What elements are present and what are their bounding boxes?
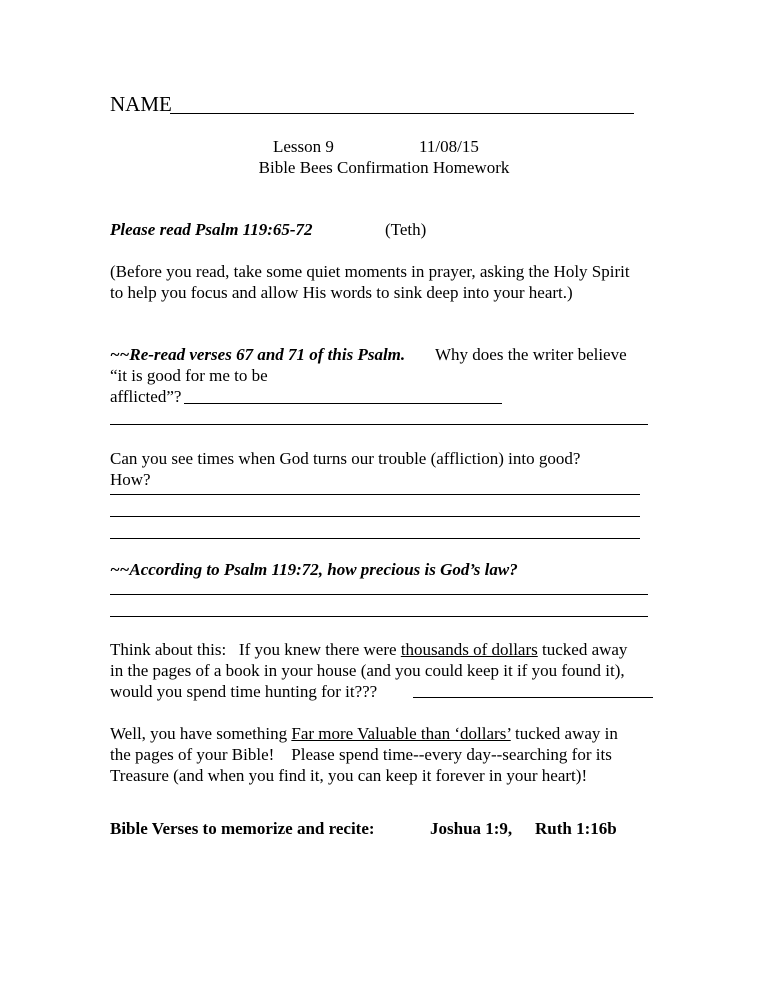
think-line-2: in the pages of a book in your house (and you could keep it if you found it), xyxy=(110,661,625,680)
reading-section: (Teth) xyxy=(385,220,427,239)
memory-verse-1: Joshua 1:9, xyxy=(430,819,513,838)
think-emphasis: thousands of dollars xyxy=(400,640,538,659)
memory-verse-2: Ruth 1:16b xyxy=(535,819,617,838)
question-2-line-2: How? xyxy=(110,470,151,489)
answer-line[interactable] xyxy=(110,538,640,539)
think-text: Think about this: If you knew there were xyxy=(110,640,401,659)
valuable-line-2: the pages of your Bible! Please spend time--every day--searching for its xyxy=(110,745,612,764)
answer-line[interactable] xyxy=(110,516,640,517)
think-text: tucked away xyxy=(537,640,628,659)
question-1-line-2: “it is good for me to be xyxy=(110,366,268,385)
valuable-emphasis: Far more Valuable than ‘dollars’ xyxy=(291,724,511,743)
question-3-prompt: ~~According to Psalm 119:72, how precious is God’s law? xyxy=(110,560,518,579)
valuable-text: Well, you have something xyxy=(110,724,292,743)
question-1-prompt: ~~Re-read verses 67 and 71 of this Psalm. xyxy=(110,345,406,364)
memorize-label: Bible Verses to memorize and recite: xyxy=(110,819,375,838)
name-field[interactable] xyxy=(170,113,634,114)
reading-instruction: Please read Psalm 119:65-72 xyxy=(110,220,313,239)
answer-line[interactable] xyxy=(184,403,502,404)
answer-line[interactable] xyxy=(413,697,653,698)
valuable-line-3: Treasure (and when you find it, you can keep it forever in your heart)! xyxy=(110,766,588,785)
prayer-line-2: to help you focus and allow His words to sink deep into your heart.) xyxy=(110,283,573,302)
think-line-1 xyxy=(110,640,627,660)
answer-line[interactable] xyxy=(110,594,648,595)
name-label: NAME xyxy=(110,92,172,116)
question-1-line-3: afflicted”? xyxy=(110,387,182,406)
lesson-number: Lesson 9 xyxy=(273,137,334,156)
valuable-line-1 xyxy=(110,724,618,744)
page-title: Bible Bees Confirmation Homework xyxy=(258,158,510,177)
think-line-3: would you spend time hunting for it??? xyxy=(110,682,378,701)
valuable-text: tucked away in xyxy=(510,724,618,743)
answer-line[interactable] xyxy=(110,616,648,617)
answer-line[interactable] xyxy=(110,424,648,425)
question-1-text: Why does the writer believe xyxy=(435,345,627,364)
answer-line[interactable] xyxy=(110,494,640,495)
lesson-date: 11/08/15 xyxy=(419,137,479,156)
question-2-line-1: Can you see times when God turns our trouble (affliction) into good? xyxy=(110,449,581,468)
prayer-line-1: (Before you read, take some quiet moments in prayer, asking the Holy Spirit xyxy=(110,262,630,281)
